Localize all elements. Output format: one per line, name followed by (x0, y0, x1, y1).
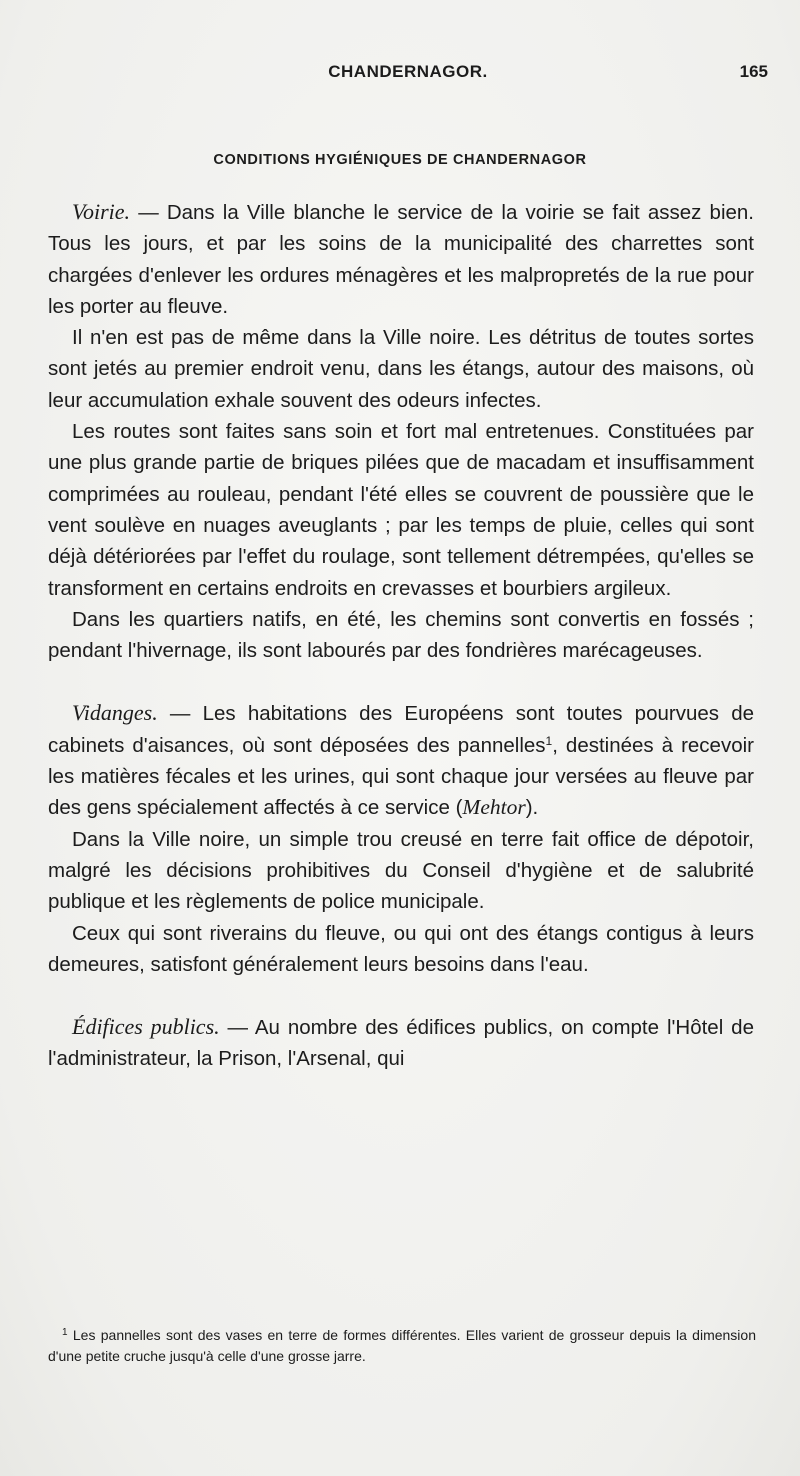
page-number: 165 (739, 62, 768, 81)
paragraph-edifices-1 (48, 1011, 754, 1075)
section-heading: CONDITIONS HYGIÉNIQUES DE CHANDERNAGOR (213, 152, 587, 168)
paragraph-voirie-2: Il n'en est pas de même dans la Ville noire. Les détritus de toutes sortes sont jetés au premier endroit venu, dans les étangs, autour des maisons, où leur accumulation exhale souvent des odeurs infectes. (48, 326, 754, 412)
paragraph-vidanges-2: Dans la Ville noire, un simple trou creusé en terre fait office de dépotoir, malgré les décisions prohibitives du Conseil d'hygiène et de salubrité publique et les règlements de police municipale. (48, 827, 754, 914)
footnote-marker: 1 (62, 1327, 68, 1338)
paragraph-vidanges-1 (48, 697, 754, 823)
footnote (48, 1325, 756, 1367)
footnote-reference: 1 (545, 733, 553, 748)
paragraph-vidanges-3: Ceux qui sont riverains du fleuve, ou qui ont des étangs contigus à leurs demeures, satisfont généralement leurs besoins dans l'eau. (48, 921, 754, 976)
footnote-text: Les pannelles sont des vases en terre de formes différentes. Elles varient de grosseur depuis la dimension d'une petite cruche jusqu'à celle d'une grosse jarre. (48, 1327, 756, 1364)
running-title: CHANDERNAGOR. (328, 62, 488, 81)
body-text (48, 196, 754, 1075)
paragraph-text: — Dans la Ville blanche le service de la voirie se fait assez bien. Tous les jours, et par les soins de la municipalité des charrettes sont chargées d'enlever les ordures ménagères et les malpropretés de la rue pour les porter au fleuve. (48, 201, 754, 318)
paragraph-text: , destinées à recevoir les matières fécales et les urines, qui sont chaque jour versées au fleuve par des gens spécialement affectés à ce service ( (48, 733, 754, 820)
paragraph-voirie-1 (48, 196, 754, 322)
rubric-edifices: Édifices publics. (72, 1014, 220, 1040)
running-head (48, 62, 768, 92)
rubric-voirie: Voirie. (72, 199, 131, 224)
paragraph-voirie-3: Les routes sont faites sans soin et fort mal entretenues. Constituées par une plus grande partie de briques pilées que de macadam et insuffisamment comprimées au rouleau, pendant l'été elles se couvrent de poussière que le vent soulève en nuages aveuglants ; par les temps de pluie, celles qui sont déjà détériorées par l'effet du roulage, sont tellement détrempées, qu'elles se transforment en certains endroits en crevasses et bourbiers argileux. (48, 420, 754, 600)
paragraph-text: — Au nombre des édifices publics, on compte l'Hôtel de l'administrateur, la Prison, l'Arsenal, qui (48, 1016, 754, 1071)
italic-term: Mehtor (462, 795, 526, 820)
paragraph-text: — Les habitations des Européens sont toutes pourvues de cabinets d'aisances, où sont déposées des pannelles (48, 702, 754, 757)
rubric-vidanges: Vidanges. (72, 700, 158, 726)
paragraph-text: ). (525, 796, 539, 820)
paragraph-voirie-4: Dans les quartiers natifs, en été, les chemins sont convertis en fossés ; pendant l'hivernage, ils sont labourés par des fondrières marécageuses. (48, 607, 754, 663)
